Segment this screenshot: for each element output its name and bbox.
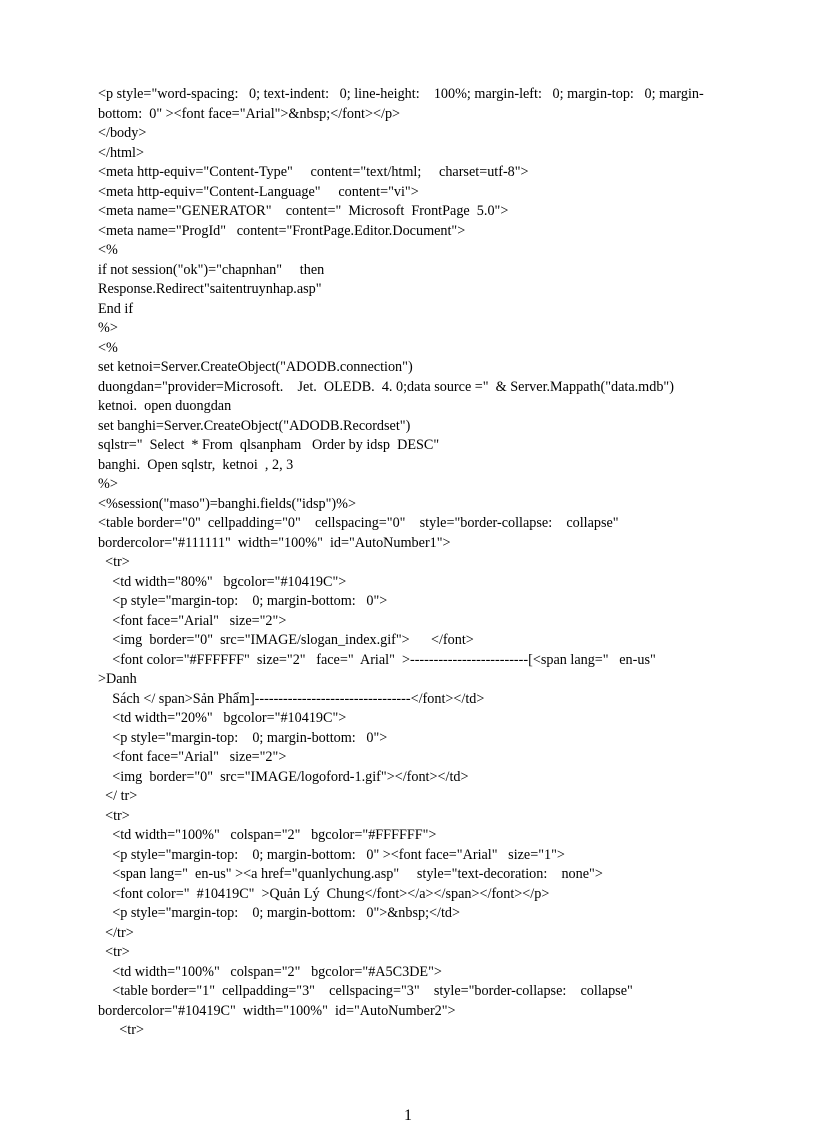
code-line: <p style="margin-top: 0; margin-bottom: 0">	[98, 593, 388, 609]
code-line: set ketnoi=Server.CreateObject("ADODB.connection")	[98, 359, 413, 375]
code-line: <p style="word-spacing: 0; text-indent: 0; line-height: 100%; margin-left: 0; margin-top: 0; margin-	[98, 86, 704, 102]
code-line: banghi. Open sqlstr, ketnoi , 2, 3	[98, 456, 294, 473]
code-line: End if	[98, 300, 134, 317]
code-line: ketnoi. open duongdan	[98, 398, 232, 414]
code-line: <font color=" #10419C" >Quản Lý Chung</font></a></span></font></p>	[98, 885, 550, 902]
code-line: <font face="Arial" size="2">	[98, 749, 287, 765]
code-line: <table border="1" cellpadding="3" cellspacing="3" style="border-collapse: collapse"	[98, 983, 633, 999]
code-line: <table border="0" cellpadding="0" cellspacing="0" style="border-collapse: collapse"	[98, 515, 619, 531]
code-line: bordercolor="#10419C" width="100%" id="AutoNumber2">	[98, 1002, 456, 1019]
code-line: >Danh	[98, 671, 137, 687]
code-line: <meta http-equiv="Content-Type" content="text/html; charset=utf-8">	[98, 164, 529, 180]
code-line: </html>	[98, 144, 144, 161]
code-line: <td width="100%" colspan="2" bgcolor="#FFFFFF">	[98, 827, 437, 843]
code-line: <tr>	[98, 1022, 144, 1038]
page-number: 1	[404, 1107, 412, 1124]
code-line: </body>	[98, 125, 147, 141]
code-line: if not session("ok")="chapnhan" then	[98, 261, 325, 278]
code-line: <font face="Arial" size="2">	[98, 612, 287, 629]
code-line: <font color="#FFFFFF" size="2" face=" Arial" >-------------------------[<span lang=" en-us"	[98, 651, 656, 668]
code-line: </tr>	[98, 924, 134, 941]
code-line: set banghi=Server.CreateObject("ADODB.Recordset")	[98, 417, 411, 434]
code-line: <p style="margin-top: 0; margin-bottom: 0">	[98, 729, 388, 746]
code-line: Response.Redirect"saitentruynhap.asp"	[98, 281, 322, 297]
code-line: Sách </ span>Sản Phẩm]---------------------------------</font></td>	[98, 690, 485, 707]
code-line: <td width="80%" bgcolor="#10419C">	[98, 573, 347, 590]
code-listing	[98, 85, 748, 1041]
code-line: <td width="20%" bgcolor="#10419C">	[98, 710, 347, 726]
code-line: </ tr>	[98, 788, 138, 804]
code-line: <meta name="ProgId" content="FrontPage.Editor.Document">	[98, 222, 466, 239]
code-line: sqlstr=" Select * From qlsanpham Order by idsp DESC"	[98, 437, 440, 453]
code-line: <tr>	[98, 807, 130, 824]
code-line: duongdan="provider=Microsoft. Jet. OLEDB. 4. 0;data source =" & Server.Mappath("data.mdb")	[98, 378, 674, 395]
code-line: <tr>	[98, 554, 130, 570]
code-line: <img border="0" src="IMAGE/slogan_index.gif"> </font>	[98, 632, 474, 648]
code-line: <%session("maso")=banghi.fields("idsp")%>	[98, 495, 356, 512]
code-line: <span lang=" en-us" ><a href="quanlychung.asp" style="text-decoration: none">	[98, 866, 603, 882]
code-line: bottom: 0" ><font face="Arial">&nbsp;</font></p>	[98, 105, 401, 122]
code-line: <img border="0" src="IMAGE/logoford-1.gif"></font></td>	[98, 768, 469, 785]
code-line: <p style="margin-top: 0; margin-bottom: 0" ><font face="Arial" size="1">	[98, 846, 565, 863]
code-line: <p style="margin-top: 0; margin-bottom: 0">&nbsp;</td>	[98, 905, 460, 921]
code-line: <tr>	[98, 944, 130, 960]
code-line: <meta name="GENERATOR" content=" Microsoft FrontPage 5.0">	[98, 203, 509, 219]
code-line: %>	[98, 320, 118, 336]
code-line: <td width="100%" colspan="2" bgcolor="#A5C3DE">	[98, 963, 442, 980]
code-line: <%	[98, 339, 118, 356]
code-line: <%	[98, 242, 118, 258]
code-line: <meta http-equiv="Content-Language" content="vi">	[98, 183, 419, 200]
code-line: %>	[98, 476, 118, 492]
code-line: bordercolor="#111111" width="100%" id="AutoNumber1">	[98, 534, 451, 551]
